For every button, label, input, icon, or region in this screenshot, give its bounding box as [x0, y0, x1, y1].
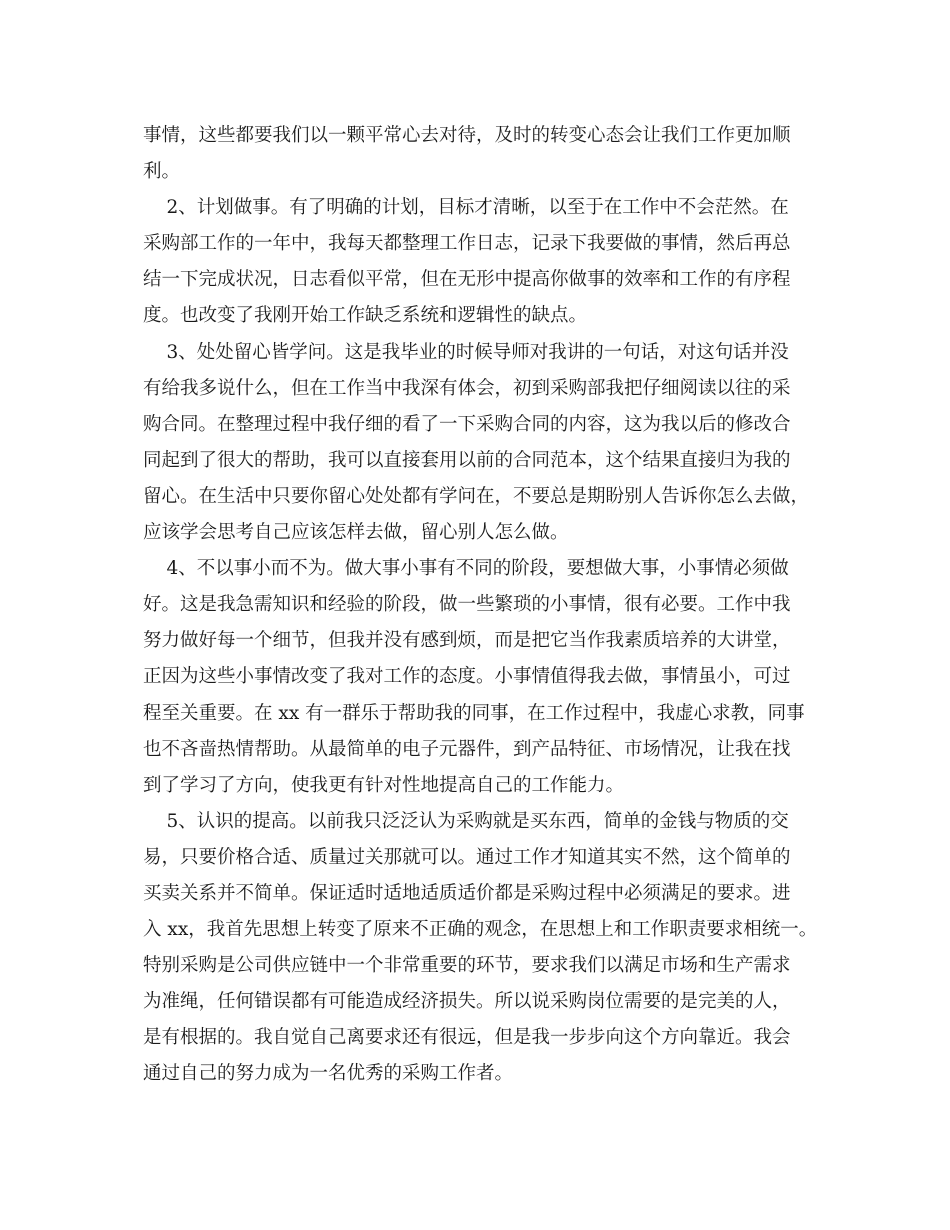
- text-line: 有给我多说什么，但在工作当中我深有体会，初到采购部我把仔细阅读以往的采: [143, 377, 791, 399]
- text-line: 留心。在生活中只要你留心处处都有学问在，不要总是期盼别人告诉你怎么去做，: [143, 485, 810, 507]
- text-line: 入 xx，我首先思想上转变了原来不正确的观念，在思想上和工作职责要求相统一。: [143, 919, 818, 941]
- text-line: 易，只要价格合适、质量过关那就可以。通过工作才知道其实不然，这个简单的: [143, 846, 791, 868]
- text-line: 也不吝啬热情帮助。从最简单的电子元器件，到产品特征、市场情况，让我在找: [143, 738, 791, 760]
- text-line: 购合同。在整理过程中我仔细的看了一下采购合同的内容，这为我以后的修改合: [143, 413, 791, 435]
- text-line: 程至关重要。在 xx 有一群乐于帮助我的同事，在工作过程中，我虚心求教，同事: [143, 702, 805, 724]
- text-line: 通过自己的努力成为一名优秀的采购工作者。: [143, 1063, 514, 1085]
- text-line: 买卖关系并不简单。保证适时适地适质适价都是采购过程中必须满足的要求。进: [143, 882, 791, 904]
- text-line: 3、处处留心皆学问。这是我毕业的时候导师对我讲的一句话，对这句话并没: [143, 341, 789, 363]
- text-line: 是有根据的。我自觉自己离要求还有很远，但是我一步步向这个方向靠近。我会: [143, 1027, 791, 1049]
- text-line: 度。也改变了我刚开始工作缺乏系统和逻辑性的缺点。: [143, 305, 588, 327]
- text-line: 正因为这些小事情改变了我对工作的态度。小事情值得我去做，事情虽小，可过: [143, 666, 791, 688]
- text-line: 利。: [143, 161, 181, 183]
- text-line: 2、计划做事。有了明确的计划，目标才清晰，以至于在工作中不会茫然。在: [143, 197, 789, 219]
- text-line: 同起到了很大的帮助，我可以直接套用以前的合同范本，这个结果直接归为我的: [143, 449, 791, 471]
- document-body: [143, 118, 823, 1093]
- text-line: 事情，这些都要我们以一颗平常心去对待，及时的转变心态会让我们工作更加顺: [143, 125, 791, 146]
- text-line: 采购部工作的一年中，我每天都整理工作日志，记录下我要做的事情，然后再总: [143, 233, 791, 255]
- text-line: 应该学会思考自己应该怎样去做，留心别人怎么做。: [143, 522, 569, 544]
- text-line: 努力做好每一个细节，但我并没有感到烦，而是把它当作我素质培养的大讲堂，: [143, 630, 791, 652]
- text-line: 好。这是我急需知识和经验的阶段，做一些繁琐的小事情，很有必要。工作中我: [143, 594, 791, 616]
- text-line: 5、认识的提高。以前我只泛泛认为采购就是买东西，简单的金钱与物质的交: [143, 810, 789, 832]
- text-line: 到了学习了方向，使我更有针对性地提高自己的工作能力。: [143, 774, 625, 796]
- text-line: 为准绳，任何错误都有可能造成经济损失。所以说采购岗位需要的是完美的人，: [143, 991, 791, 1013]
- text-line: 4、不以事小而不为。做大事小事有不同的阶段，要想做大事，小事情必须做: [143, 558, 789, 580]
- text-line: 特别采购是公司供应链中一个非常重要的环节，要求我们以满足市场和生产需求: [143, 955, 791, 977]
- text-line: 结一下完成状况，日志看似平常，但在无形中提高你做事的效率和工作的有序程: [143, 269, 791, 291]
